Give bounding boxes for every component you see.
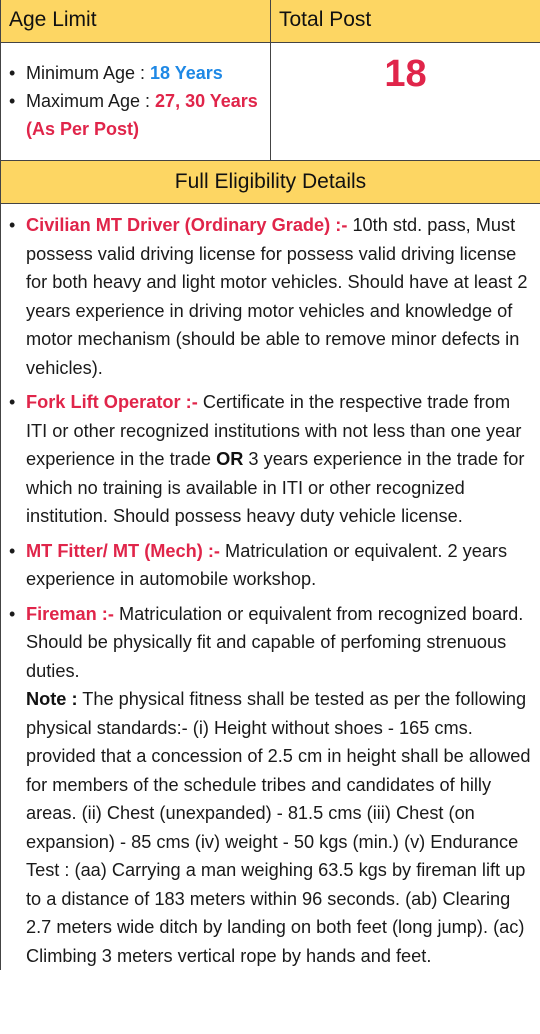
total-post-header: Total Post bbox=[271, 0, 540, 43]
age-limit-cell bbox=[1, 0, 271, 160]
age-limit-header: Age Limit bbox=[1, 0, 270, 43]
min-age-value: 18 Years bbox=[150, 63, 223, 83]
total-post-cell bbox=[271, 0, 540, 160]
max-age-label: Maximum Age : bbox=[26, 91, 156, 111]
total-post-value: 18 bbox=[384, 53, 427, 95]
post-title: Fireman :- bbox=[26, 603, 114, 624]
age-list bbox=[1, 43, 270, 143]
full-eligibility-header: Full Eligibility Details bbox=[1, 161, 540, 204]
post-requirement: 10th std. pass, Must possess valid driving license for possess valid driving license for both heavy and light motor vehicles. Should have at least 2 years experience in driving motor vehicles and knowledge of motor mechanism (should be able to remove minor defects in vehicles). bbox=[26, 215, 528, 378]
eligibility-list bbox=[1, 211, 540, 970]
max-age-item bbox=[1, 87, 270, 143]
post-title: Fork Lift Operator :- bbox=[26, 392, 198, 412]
min-age-item bbox=[1, 59, 270, 87]
age-total-row bbox=[1, 0, 540, 161]
post-title: MT Fitter/ MT (Mech) :- bbox=[26, 540, 220, 561]
note-text: The physical fitness shall be tested as per the following physical standards:- (i) Height without shoes - 165 cms. provided that a concession of 2.5 cm in height shall be allowed for members of the schedule tribes and candidates of hilly areas. (ii) Chest (unexpanded) - 81.5 cms (iii) Chest (on expansion) - 85 cms (iv) weight - 50 kgs (min.) (v) Endurance Test : (aa) Carrying a man weighing 63.5 kgs by fireman lift up to a distance of 183 meters within 96 seconds. (ab) Clearing 2.7 meters wide ditch by landing on both feet (long jump). (ac) Climbing 3 meters vertical rope by hands and feet. bbox=[26, 689, 531, 966]
post-requirement: Matriculation or equivalent. 2 years experience in automobile workshop. bbox=[26, 540, 508, 589]
post-requirement: Certificate in the respective trade from ITI or other recognized institutions with not less than one year experience in the trade bbox=[26, 392, 522, 469]
list-item bbox=[1, 537, 540, 594]
or-keyword: OR bbox=[216, 449, 244, 469]
list-item bbox=[1, 600, 540, 971]
list-item bbox=[1, 388, 540, 531]
note-label: Note : bbox=[26, 689, 78, 709]
min-age-label: Minimum Age : bbox=[26, 63, 151, 83]
post-title: Civilian MT Driver (Ordinary Grade) :- bbox=[26, 215, 348, 235]
max-age-value: 27, 30 Years (As Per Post) bbox=[26, 91, 258, 139]
fitness-note bbox=[26, 685, 532, 970]
post-requirement-cont: 3 years experience in the trade for which no training is available in ITI or other recognized institution. Should possess heavy duty vehicle license. bbox=[26, 449, 525, 526]
post-requirement: Matriculation or equivalent from recognized board. Should be physically fit and capable of perfoming strenuous duties. bbox=[26, 603, 524, 681]
list-item bbox=[1, 211, 540, 382]
